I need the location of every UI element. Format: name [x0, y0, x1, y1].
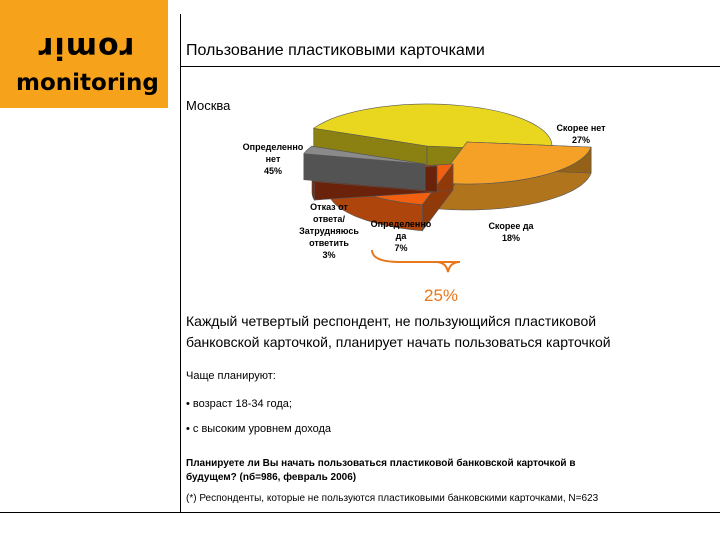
often-plan-title: Чаще планируют:	[186, 370, 276, 382]
logo-bottom-word: monitoring	[16, 70, 159, 96]
footnote: (*) Респонденты, которые не пользуются пластиковыми банковскими карточками, N=623	[186, 493, 599, 504]
page-title: Пользование пластиковыми карточками	[186, 42, 485, 59]
survey-question: Планируете ли Вы начать пользоваться пластиковой банковской карточкой в будущем? (nб=986, февраль 2006)	[186, 458, 576, 483]
summary-text: Каждый четвертый респондент, не пользующийся пластиковой банковской карточкой, планирует начать пользоваться карточкой	[186, 313, 611, 350]
label-rather-no: Скорее нет 27%	[556, 123, 606, 145]
label-refuse: Отказ от ответа/ Затрудняюсь ответить 3%	[299, 202, 359, 260]
label-def-no: Определенно нет 45%	[242, 142, 304, 176]
bottom-divider	[0, 512, 720, 513]
logo-top-word: romir	[37, 30, 135, 65]
bullet-age: • возраст 18-34 года;	[186, 398, 292, 410]
bracket-percent-label: 25%	[424, 286, 459, 305]
label-def-yes: Определенно да 7%	[370, 219, 432, 253]
label-rather-yes: Скорее да 18%	[488, 221, 534, 243]
city-label: Москва	[186, 98, 231, 113]
bullet-income: • с высоким уровнем дохода	[186, 423, 331, 435]
